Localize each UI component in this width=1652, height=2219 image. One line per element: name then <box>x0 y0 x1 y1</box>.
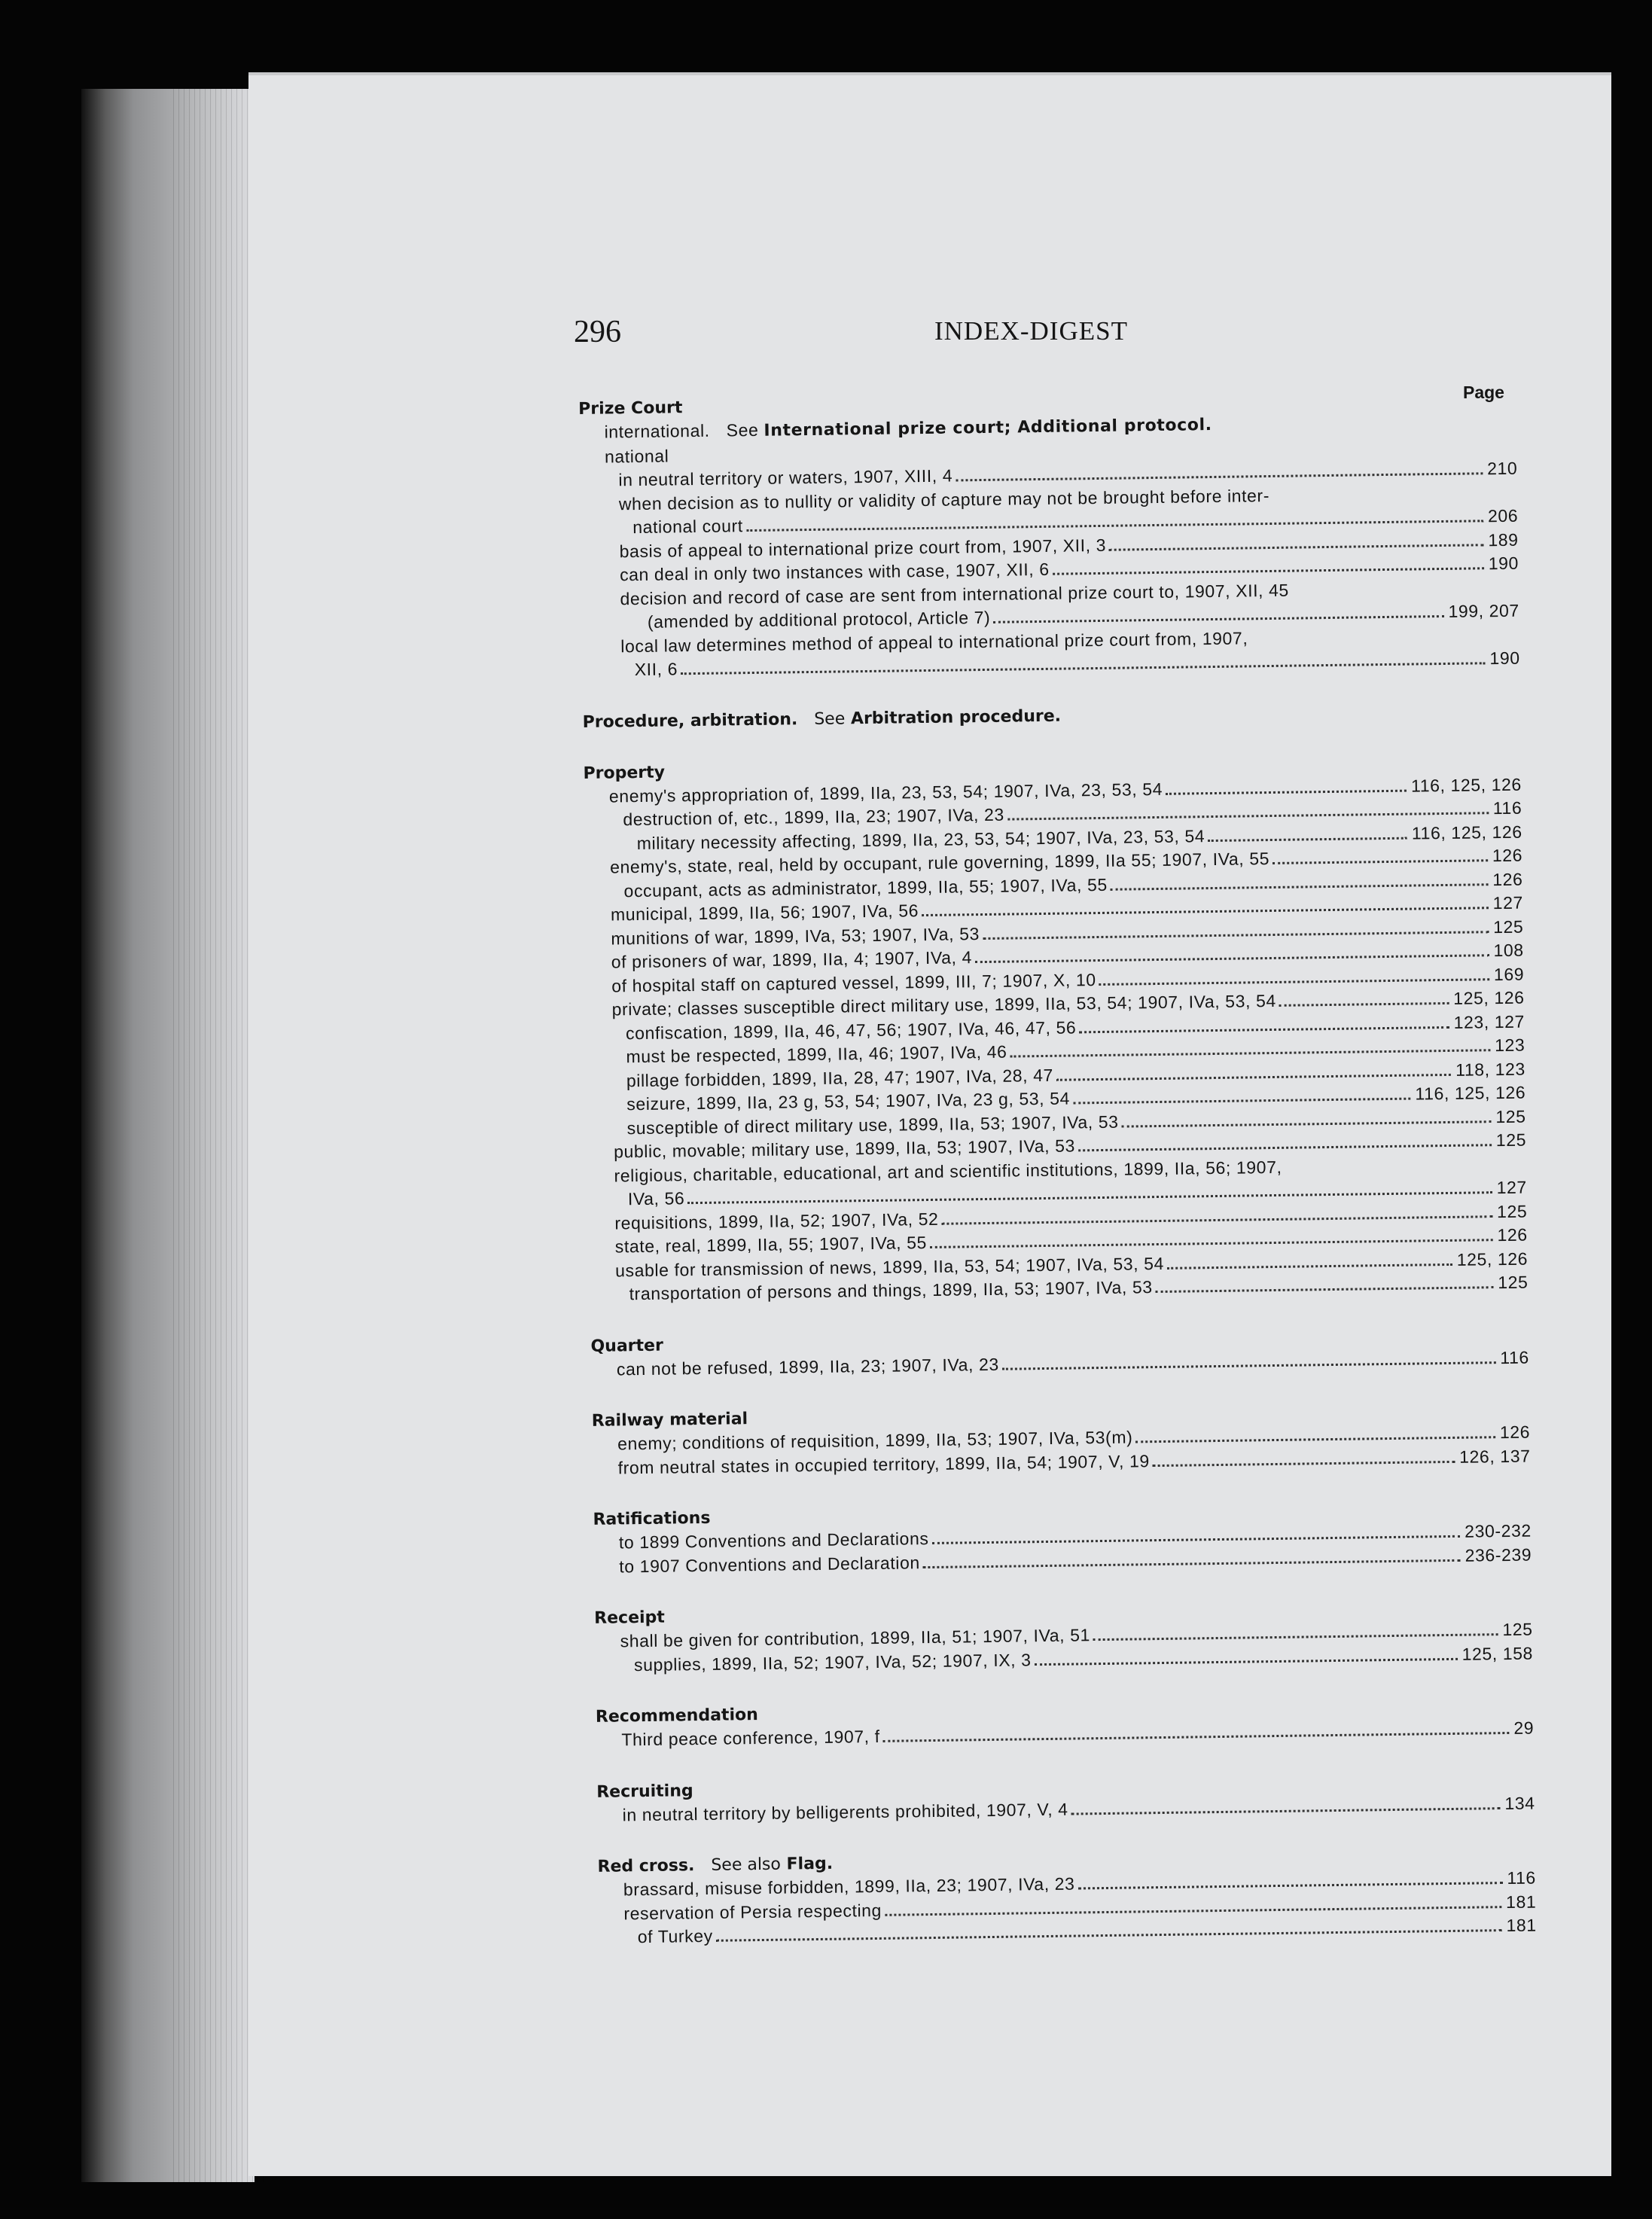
entry-label: private; classes susceptible direct military use, 1899, IIa, 53, 54; 1907, IVa, 53, 54 <box>611 990 1276 1020</box>
entry-label: requisitions, 1899, IIa, 52; 1907, IVa, 52 <box>614 1209 939 1233</box>
heading-text: Procedure, arbitration. <box>582 709 798 732</box>
heading-text: Ratifications <box>593 1508 711 1529</box>
dot-leader <box>1078 1882 1503 1889</box>
dot-leader <box>1035 1657 1458 1665</box>
entry-label: enemy's appropriation of, 1899, IIa, 23, 53, 54; 1907, IVa, 23, 53, 54 <box>608 779 1163 806</box>
page-reference: 125, 158 <box>1462 1643 1534 1664</box>
entry-label: to 1907 Conventions and Declaration <box>619 1552 920 1576</box>
dot-leader <box>1010 1049 1490 1057</box>
page-reference: 190 <box>1488 553 1519 574</box>
page-reference: 125, 126 <box>1453 987 1525 1008</box>
dot-leader <box>1153 1460 1455 1466</box>
entry-label: occupant, acts as administrator, 1899, IIa, 55; 1907, IVa, 55 <box>623 874 1108 901</box>
dot-leader <box>1071 1807 1501 1815</box>
entry-label: must be respected, 1899, IIa, 46; 1907, IVa, 46 <box>626 1041 1007 1067</box>
dot-leader <box>883 1732 1510 1742</box>
page-reference: 116 <box>1500 1347 1529 1367</box>
dot-leader <box>1166 789 1407 794</box>
page-reference: 181 <box>1506 1915 1537 1936</box>
entry-label: national <box>604 445 669 467</box>
page-column-label: Page <box>1463 383 1504 402</box>
dot-leader <box>1111 883 1489 891</box>
dot-leader <box>1002 1361 1496 1370</box>
page-reference: 169 <box>1493 964 1525 984</box>
entry-label: Third peace conference, 1907, f <box>621 1726 880 1750</box>
entry-label: confiscation, 1899, IIa, 46, 47, 56; 1907, IVa, 46, 47, 56 <box>625 1017 1077 1043</box>
page-reference: 123, 127 <box>1453 1011 1526 1032</box>
entry-label: when decision as to nullity or validity of capture may not be brought before inter- <box>618 485 1270 514</box>
dot-leader <box>1273 859 1488 864</box>
page-reference: 116, 125, 126 <box>1415 1082 1526 1104</box>
page-reference: 126 <box>1497 1224 1528 1245</box>
entry-label: munitions of war, 1899, IVa, 53; 1907, IVa, 53 <box>611 923 980 948</box>
index-section <box>594 1595 1533 1678</box>
index-section <box>593 1496 1532 1579</box>
index-section <box>590 1322 1529 1382</box>
page-reference: 125 <box>1496 1201 1528 1221</box>
entry-text <box>621 1725 880 1752</box>
entry-label: decision and record of case are sent from international prize court to, 1907, XII, 45 <box>620 580 1290 608</box>
dot-leader <box>1093 1633 1498 1641</box>
page-reference: 206 <box>1487 505 1519 526</box>
entry-label: (amended by additional protocol, Article 7) <box>647 607 991 632</box>
index-section <box>596 1768 1535 1827</box>
entry-label: national court <box>632 516 743 538</box>
dot-leader <box>941 1215 1492 1225</box>
heading-text: Recommendation <box>595 1705 758 1727</box>
dot-leader <box>1208 837 1407 841</box>
see-reference-label: See <box>726 419 759 440</box>
entry-text <box>632 514 743 539</box>
heading-text: Railway material <box>591 1410 748 1431</box>
dot-leader <box>1073 1098 1410 1105</box>
dot-leader <box>1078 1144 1492 1151</box>
page-reference: 116 <box>1507 1867 1537 1888</box>
page-reference: 127 <box>1492 892 1524 913</box>
entry-label: transportation of persons and things, 1899, IIa, 53; 1907, IVa, 53 <box>629 1277 1153 1304</box>
see-reference-label: See also <box>711 1855 782 1875</box>
entry-label: in neutral territory or waters, 1907, XIII, 4 <box>618 465 953 490</box>
entry-text <box>622 1797 1068 1827</box>
dot-leader <box>716 1929 1502 1942</box>
page-reference: 127 <box>1496 1177 1528 1198</box>
dot-leader <box>1167 1263 1452 1269</box>
dot-leader <box>1122 1120 1492 1127</box>
page-reference: 126 <box>1492 845 1523 866</box>
entry-label: shall be given for contribution, 1899, IIa, 51; 1907, IVa, 51 <box>620 1625 1091 1651</box>
running-title: INDEX-DIGEST <box>934 316 1128 346</box>
see-reference-label: See <box>814 709 846 729</box>
dot-leader <box>956 472 1483 481</box>
page-reference: 189 <box>1488 529 1519 550</box>
entry-label: international. <box>604 420 710 442</box>
page-reference: 125 <box>1502 1619 1533 1640</box>
entry-text <box>605 444 669 469</box>
page-reference: 126 <box>1492 869 1523 889</box>
page-reference: 125 <box>1495 1129 1527 1151</box>
dot-leader <box>993 615 1443 623</box>
entry-label: state, real, 1899, IIa, 55; 1907, IVa, 55 <box>614 1233 928 1257</box>
dot-leader <box>930 1239 1493 1248</box>
index-section <box>578 386 1520 683</box>
dot-leader <box>1099 978 1489 986</box>
entry-label: from neutral states in occupied territory, 1899, IIa, 54; 1907, V, 19 <box>617 1450 1150 1477</box>
entry-label: local law determines method of appeal to international prize court from, 1907, <box>620 627 1248 656</box>
cross-reference: Flag. <box>786 1854 834 1874</box>
entry-text <box>628 1187 685 1211</box>
cross-reference: International prize court; Additional protocol. <box>764 415 1212 440</box>
entry-label: basis of appeal to international prize court from, 1907, XII, 3 <box>619 535 1107 561</box>
entry-label: municipal, 1899, IIa, 56; 1907, IVa, 56 <box>610 901 919 925</box>
dot-leader <box>922 907 1489 916</box>
page-reference: 126, 137 <box>1458 1446 1531 1467</box>
page-reference: 125 <box>1492 916 1524 937</box>
page-reference: 116, 125, 126 <box>1410 774 1522 796</box>
dot-leader <box>1135 1436 1495 1443</box>
dot-leader <box>975 954 1489 963</box>
dot-leader <box>1007 812 1489 820</box>
entry-label: public, movable; military use, 1899, IIa, 53; 1907, IVa, 53 <box>613 1135 1076 1162</box>
entry-label: can deal in only two instances with case, 1907, XII, 6 <box>619 559 1050 585</box>
page-reference: 199, 207 <box>1448 600 1519 621</box>
entry-label: military necessity affecting, 1899, IIa, 23, 53, 54; 1907, IVa, 23, 53, 54 <box>636 825 1205 853</box>
page-reference: 126 <box>1499 1422 1531 1443</box>
page-reference: 190 <box>1489 648 1520 669</box>
entry-label: of prisoners of war, 1899, IIa, 4; 1907, IVa, 4 <box>611 947 973 972</box>
entry-text <box>634 1648 1032 1677</box>
page-reference: 230-232 <box>1465 1520 1532 1541</box>
section-heading <box>582 698 1520 733</box>
entry-label: IVa, 56 <box>627 1188 685 1209</box>
heading-text: Recruiting <box>596 1781 693 1802</box>
entry-label: supplies, 1899, IIa, 52; 1907, IVa, 52; 1907, IX, 3 <box>633 1649 1032 1675</box>
entry-text <box>623 1898 882 1925</box>
index-section <box>592 1398 1531 1480</box>
page-reference: 210 <box>1486 458 1518 479</box>
entry-text <box>635 657 678 681</box>
page-reference: 116, 125, 126 <box>1411 821 1522 843</box>
dot-leader <box>923 1559 1461 1568</box>
dot-leader <box>932 1535 1461 1544</box>
page-reference: 116 <box>1492 797 1522 818</box>
entry-label: enemy; conditions of requisition, 1899, IIa, 53; 1907, IVa, 53(m) <box>617 1427 1133 1454</box>
page-reference: 236-239 <box>1465 1544 1532 1565</box>
page-reference: 123 <box>1495 1035 1526 1056</box>
entry-label: enemy's, state, real, held by occupant, rule governing, 1899, IIa 55; 1907, IVa, 55 <box>609 849 1270 877</box>
cross-reference: Arbitration procedure. <box>850 706 1062 728</box>
heading-text: Receipt <box>594 1608 666 1628</box>
entry-text <box>638 1925 713 1949</box>
heading-text: Red cross. <box>597 1856 695 1876</box>
index-section <box>582 698 1520 733</box>
index-section <box>597 1843 1537 1950</box>
heading-text: Quarter <box>590 1336 664 1356</box>
page-reference: 125 <box>1495 1106 1526 1126</box>
dot-leader <box>1053 567 1484 575</box>
entry-label: susceptible of direct military use, 1899, IIa, 53; 1907, IVa, 53 <box>626 1111 1119 1138</box>
entry-text <box>617 1352 999 1381</box>
entry-text <box>619 1551 920 1579</box>
entry-label: to 1899 Conventions and Declarations <box>618 1529 929 1553</box>
dot-leader <box>1109 544 1483 551</box>
entry-label: of hospital staff on captured vessel, 1899, III, 7; 1907, X, 10 <box>611 969 1096 995</box>
page-header <box>0 312 1652 358</box>
page-reference: 125, 126 <box>1456 1248 1529 1270</box>
page-number: 296 <box>574 315 621 349</box>
page-reference: 29 <box>1513 1718 1535 1738</box>
entry-label: seizure, 1899, IIa, 23 g, 53, 54; 1907, IVa, 23 g, 53, 54 <box>626 1088 1071 1114</box>
dot-leader <box>1056 1073 1451 1081</box>
entry-label: of Turkey <box>637 1925 713 1947</box>
heading-text: Property <box>583 763 666 783</box>
dot-leader <box>681 662 1485 675</box>
entry-label: can not be refused, 1899, IIa, 23; 1907, IVa, 23 <box>616 1354 999 1379</box>
entry-label: pillage forbidden, 1899, IIa, 28, 47; 1907, IVa, 28, 47 <box>626 1065 1054 1090</box>
entry-label: XII, 6 <box>634 659 678 680</box>
dot-leader <box>1156 1286 1494 1293</box>
index-section <box>583 749 1528 1306</box>
entry-label: brassard, misuse forbidden, 1899, IIa, 23; 1907, IVa, 23 <box>623 1873 1075 1900</box>
page-reference: 125 <box>1498 1272 1529 1293</box>
page-reference: 108 <box>1493 940 1524 961</box>
dot-leader <box>1079 1026 1449 1032</box>
heading-text: Prize Court <box>578 398 683 419</box>
page-reference: 118, 123 <box>1455 1059 1526 1080</box>
page-reference: 134 <box>1504 1793 1535 1813</box>
dot-leader <box>983 931 1489 940</box>
entry-label: religious, charitable, educational, art and scientific institutions, 1899, IIa, 56; 1907, <box>614 1157 1282 1185</box>
index-section <box>596 1693 1535 1753</box>
dot-leader <box>885 1906 1501 1916</box>
page-reference: 181 <box>1505 1891 1537 1912</box>
dot-leader <box>1279 1002 1449 1007</box>
entry-label: in neutral territory by belligerents prohibited, 1907, V, 4 <box>622 1799 1068 1824</box>
entry-label: destruction of, etc., 1899, IIa, 23; 1907, IVa, 23 <box>623 804 1004 830</box>
index-entries <box>578 386 1537 1978</box>
entry-label: usable for transmission of news, 1899, IIa, 53, 54; 1907, IVa, 53, 54 <box>615 1253 1165 1280</box>
entry-label: reservation of Persia respecting <box>623 1900 882 1923</box>
